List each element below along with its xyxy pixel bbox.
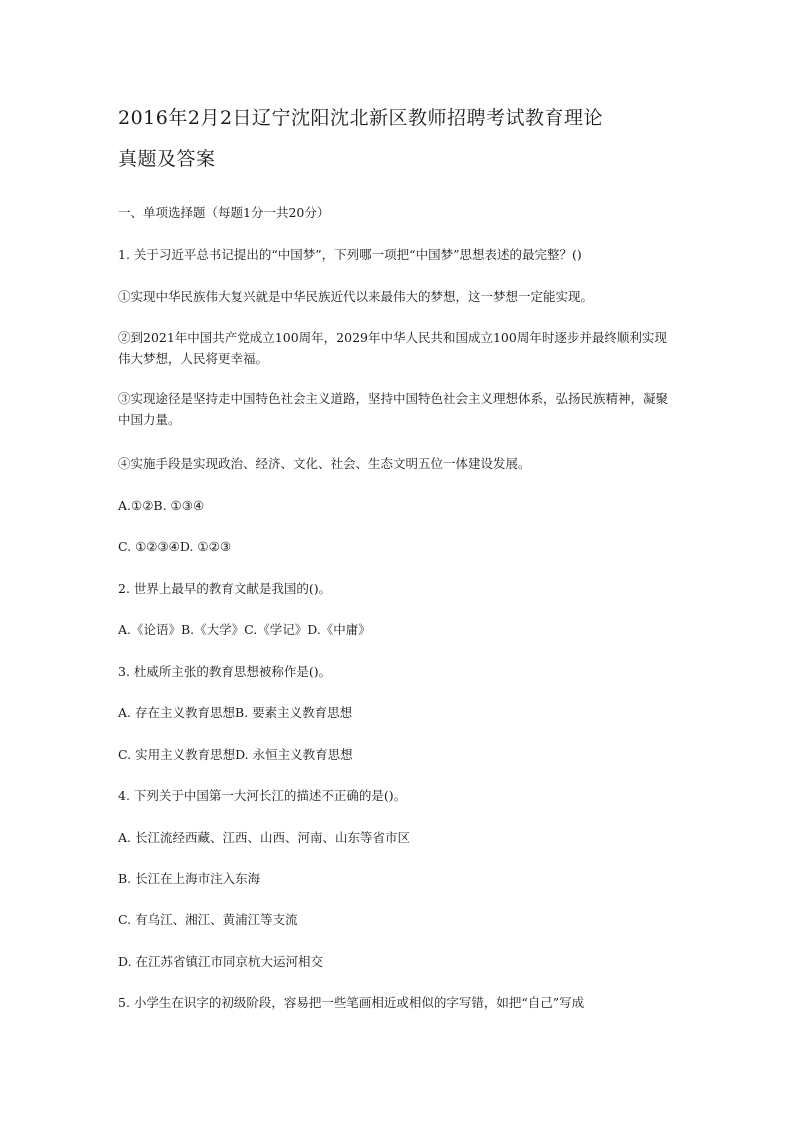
question-1-statement-4: ④实施手段是实现政治、经济、文化、社会、生态文明五位一体建设发展。	[118, 456, 531, 471]
question-1-options-row-1: A.①②B. ①③④	[118, 498, 205, 513]
section-heading: 一、单项选择题（每题1分一共20分）	[118, 205, 330, 220]
question-1-statement-1: ①实现中华民族伟大复兴就是中华民族近代以来最伟大的梦想，这一梦想一定能实现。	[118, 289, 594, 304]
question-1-stem: 1. 关于习近平总书记提出的“中国梦”，下列哪一项把“中国梦”思想表述的最完整？()	[118, 247, 582, 262]
question-3-options-row-2: C. 实用主义教育思想D. 永恒主义教育思想	[118, 747, 353, 762]
question-4-option-b: B. 长江在上海市注入东海	[118, 871, 261, 886]
question-1-statement-2: ②到2021年中国共产党成立100周年，2029年中华人民共和国成立100周年时逐步并最终顺利实现伟大梦想，人民将更幸福。	[118, 330, 667, 366]
document-title-line-2: 真题及答案	[118, 148, 216, 170]
question-5-stem: 5. 小学生在识字的初级阶段，容易把一些笔画相近或相似的字写错，如把“自己”写成	[118, 995, 585, 1010]
document-title-line-1: 2016年2月2日辽宁沈阳沈北新区教师招聘考试教育理论	[118, 107, 604, 129]
question-2-options: A.《论语》B.《大学》C.《学记》D.《中庸》	[118, 622, 371, 637]
question-4-option-d: D. 在江苏省镇江市同京杭大运河相交	[118, 954, 324, 969]
question-3-stem: 3. 杜威所主张的教育思想被称作是()。	[118, 664, 332, 679]
question-4-option-c: C. 有乌江、湘江、黄浦江等支流	[118, 912, 298, 927]
question-2-stem: 2. 世界上最早的教育文献是我国的()。	[118, 581, 332, 596]
question-1-statement-3: ③实现途径是坚持走中国特色社会主义道路，坚持中国特色社会主义理想体系，弘扬民族精神，凝聚中国力量。	[118, 391, 669, 427]
question-3-options-row-1: A. 存在主义教育思想B. 要素主义教育思想	[118, 705, 353, 720]
question-4-option-a: A. 长江流经西藏、江西、山西、河南、山东等省市区	[118, 830, 410, 845]
question-4-stem: 4. 下列关于中国第一大河长江的描述不正确的是()。	[118, 788, 407, 803]
question-1-options-row-2: C. ①②③④D. ①②③	[118, 539, 232, 554]
